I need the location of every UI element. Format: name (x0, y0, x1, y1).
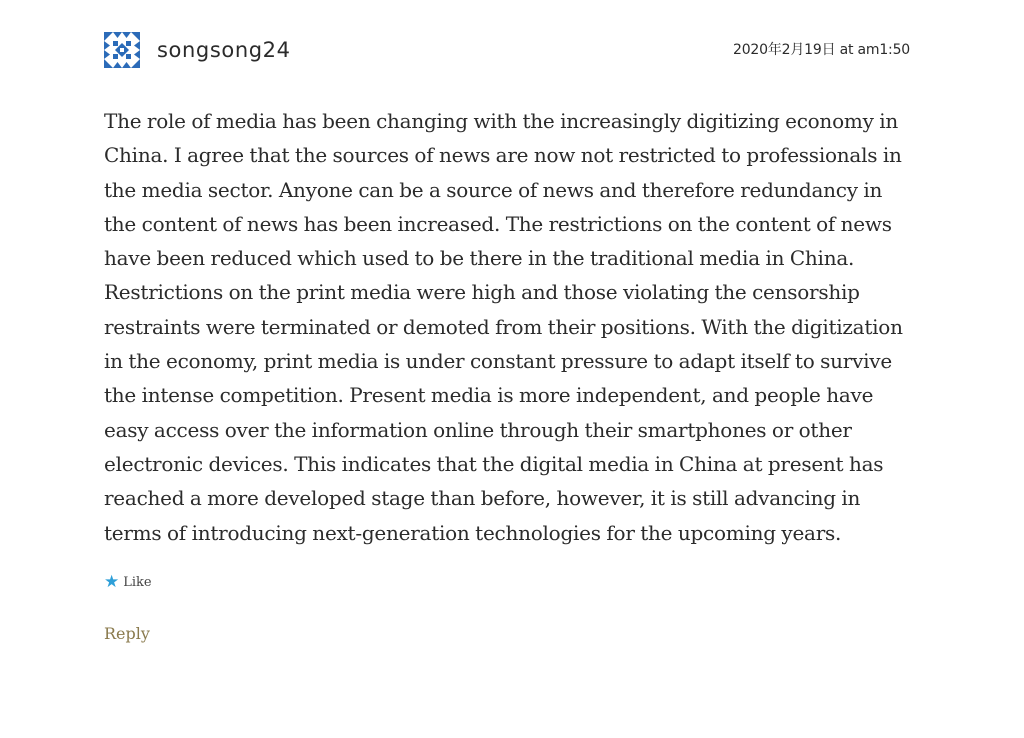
comment-text: The role of media has been changing with the increasingly digitizing economy in China. I agree that the sources of news are now not restricted to professionals in the media sector. Anyone can be a source of news and therefore redundancy in the content of news has been increased. The restrictions on the content of news have been reduced which used to be there in the traditional media in China. Restrictions on the print media were high and those violating the censorship restraints were terminated or demoted from their positions. With the digitization in the economy, print media is under constant pressure to adapt itself to survive the intense competition. Present media is more independent, and people have easy access over the information online through their smartphones or other electronic devices. This indicates that the digital media in China at present has reached a more developed stage than before, however, it is still advancing in terms of introducing next-generation technologies for the upcoming years. (104, 109, 903, 545)
avatar[interactable] (104, 32, 140, 68)
identicon-avatar-icon (104, 32, 140, 68)
comment-header (104, 32, 910, 70)
comment-date-link[interactable]: 2020年2月19日 at am1:50 (733, 42, 910, 58)
comment (104, 32, 910, 643)
comment-author-link[interactable]: songsong24 (157, 38, 291, 62)
reply-link[interactable]: Reply (104, 623, 150, 643)
star-icon[interactable]: ★ (104, 572, 120, 593)
like-button[interactable]: Like (123, 575, 152, 591)
like-row (104, 572, 910, 594)
